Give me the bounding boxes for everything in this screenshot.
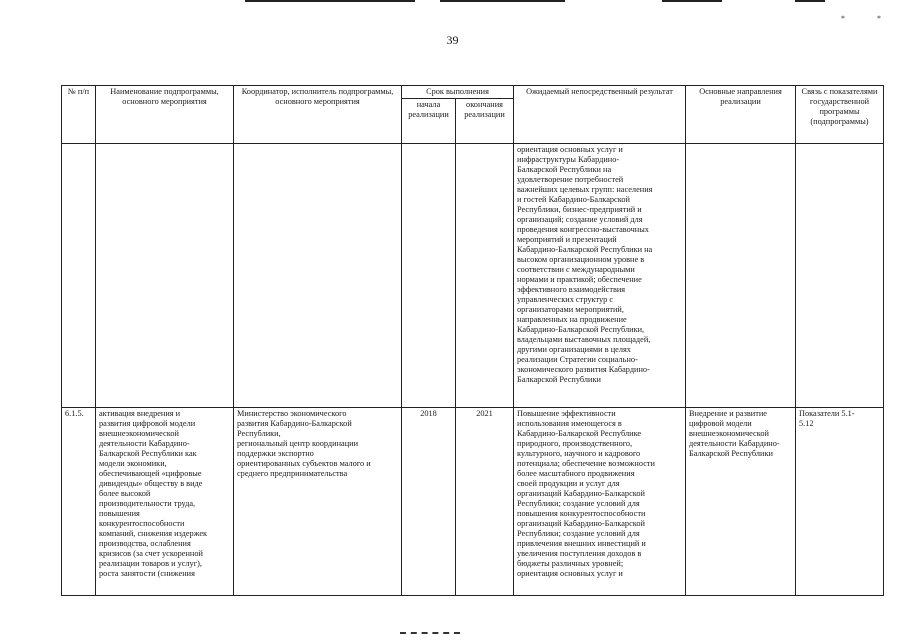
cell-link <box>796 144 884 408</box>
header-directions: Основные направления реализации <box>686 86 796 144</box>
cell-num <box>62 144 96 408</box>
cell-end <box>456 144 514 408</box>
cell-start <box>402 144 456 408</box>
program-table <box>61 85 884 596</box>
header-num: № п/п <box>62 86 96 144</box>
cell-directions: Внедрение и развитие цифровой модели внешнеэкономической деятельности Кабардино- Балкарской Республики <box>686 408 796 596</box>
corner-mark-1: * <box>841 14 845 23</box>
header-coordinator: Координатор, исполнитель подпрограммы, основного мероприятия <box>234 86 402 144</box>
header-link: Связь с показателями государственной программы (подпрограммы) <box>796 86 884 144</box>
cell-name <box>96 144 234 408</box>
top-rule-1 <box>245 0 415 2</box>
header-start: начала реализации <box>402 99 456 144</box>
top-rule-2 <box>440 0 565 2</box>
top-rule-4 <box>795 0 825 2</box>
cell-end: 2021 <box>456 408 514 596</box>
cell-name: активация внедрения и развития цифровой модели внешнеэкономической деятельности Кабардино- Балкарской Республики как модели экономики, обеспечивающей «цифровые дивиденды» обществу в виде более высокой производительности труда, повышения конкурентоспособности компаний, снижения издержек производства, ослабления кризисов (за счет ускоренной реализации товаров и услуг), роста занятости (снижения <box>96 408 234 596</box>
bottom-scan-mark <box>400 632 460 637</box>
cell-coordinator <box>234 144 402 408</box>
header-name: Наименование подпрограммы, основного мероприятия <box>96 86 234 144</box>
cell-coordinator: Министерство экономического развития Кабардино-Балкарской Республики, региональный центр координации поддержки экспортно ориентированных субъектов малого и среднего предпринимательства <box>234 408 402 596</box>
header-row-1 <box>62 86 884 99</box>
cell-link: Показатели 5.1- 5.12 <box>796 408 884 596</box>
page-number: 39 <box>446 33 459 47</box>
cell-num: 6.1.5. <box>62 408 96 596</box>
cell-result: ориентация основных услуг и инфраструктуры Кабардино- Балкарской Республики на удовлетворение потребностей важнейших целевых групп: населения и гостей Кабардино-Балкарской Республики, бизнес-предприятий и организаций; создание условий для проведения конгрессно-выставочных мероприятий и презентаций Кабардино-Балкарской Республики на высоком организационном уровне в соответствии с международными нормами и практикой; обеспечение эффективного взаимодействия управленческих структур с организаторами мероприятий, направленных на продвижение Кабардино-Балкарской Республики, владельцами выставочных площадей, другими организациями в целях реализации Стратегии социально- экономического развития Кабардино- Балкарской Республики <box>514 144 686 408</box>
cell-directions <box>686 144 796 408</box>
cell-result: Повышение эффективности использования имеющегося в Кабардино-Балкарской Республике природного, производственного, культурного, научного и кадрового потенциала; обеспечение возможности более масштабного продвижения своей продукции и услуг для организаций Кабардино-Балкарской Республики; создание условий для повышения конкурентоспособности организаций Кабардино-Балкарской Республики; создание условий для привлечения внешних инвестиций и увеличения поступления доходов в бюджеты различных уровней; ориентация основных услуг и <box>514 408 686 596</box>
header-end: окончания реализации <box>456 99 514 144</box>
header-term: Срок выполнения <box>402 86 514 99</box>
table-row <box>62 144 884 408</box>
cell-start: 2018 <box>402 408 456 596</box>
corner-mark-2: * <box>877 14 881 23</box>
table-row <box>62 408 884 596</box>
header-result: Ожидаемый непосредственный результат <box>514 86 686 144</box>
top-rule-3 <box>662 0 722 2</box>
